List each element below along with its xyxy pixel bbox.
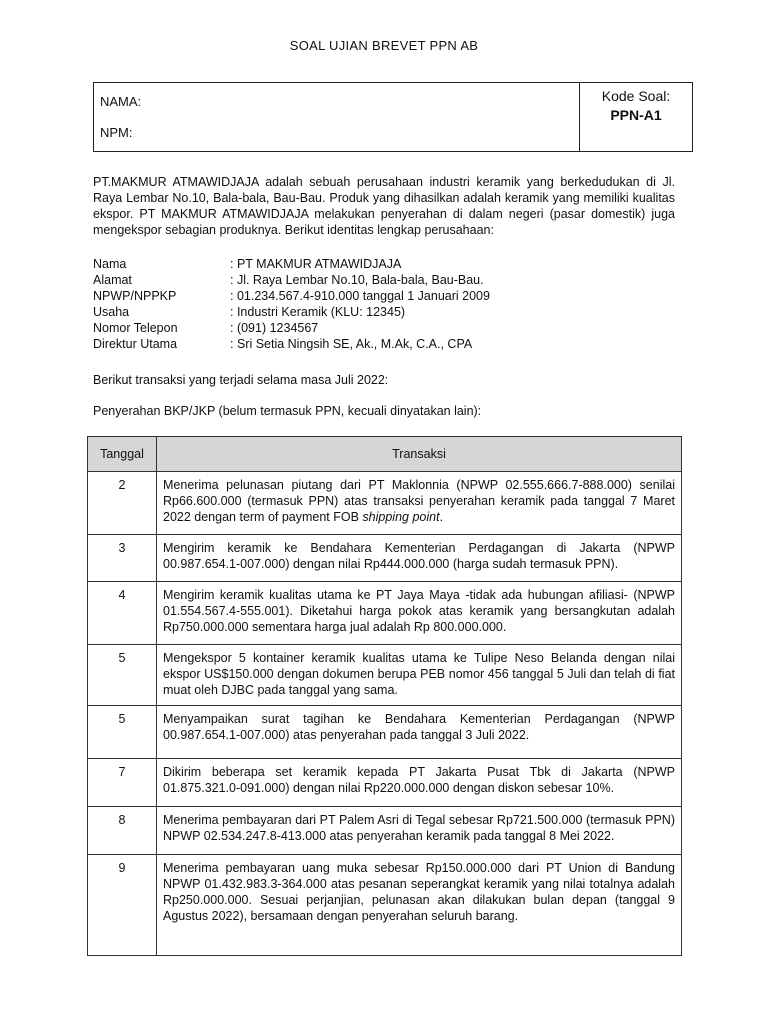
header-tanggal: Tanggal [88, 437, 157, 472]
table-row [88, 645, 682, 706]
row-transaction: Mengirim keramik kualitas utama ke PT Jaya Maya -tidak ada hubungan afiliasi- (NPWP 01.554.567.4-555.001). Diketahui harga pokok atas keramik yang bersangkutan adalah Rp750.000.000 sementara harga jual adalah Rp 800.000.000. [157, 582, 682, 645]
row-date: 9 [88, 855, 157, 956]
table-row [88, 582, 682, 645]
identity-key: Usaha [93, 305, 130, 319]
identity-row [93, 288, 693, 304]
transaction-table [87, 436, 682, 956]
table-header-row [88, 437, 682, 472]
table-row [88, 706, 682, 759]
table-row [88, 472, 682, 535]
identity-value: : (091) 1234567 [230, 321, 319, 335]
identity-value: : Sri Setia Ningsih SE, Ak., M.Ak, C.A., CPA [230, 337, 473, 351]
table-row [88, 807, 682, 855]
identity-key: NPWP/NPPKP [93, 289, 177, 303]
npm-label: NPM: [100, 125, 133, 140]
document-title: SOAL UJIAN BREVET PPN AB [289, 38, 479, 53]
row-transaction: Mengekspor 5 kontainer keramik kualitas utama ke Tulipe Neso Belanda dengan nilai ekspor US$150.000 dengan dokumen berupa PEB nomor 456 tanggal 5 Juli dan telah di fiat muat oleh DJBC pada tanggal yang sama. [157, 645, 682, 706]
row-date: 2 [88, 472, 157, 535]
identity-key: Nomor Telepon [93, 321, 178, 335]
identity-value: : PT MAKMUR ATMAWIDJAJA [230, 257, 402, 271]
identity-key: Direktur Utama [93, 337, 178, 351]
company-identity [93, 256, 693, 352]
row-transaction [157, 472, 682, 535]
row-text: Menerima pelunasan piutang dari PT Maklonnia (NPWP 02.555.666.7-888.000) senilai Rp66.600.000 (termasuk PPN) atas transaksi penyerahan keramik pada tanggal 7 Maret 2022 dengan term of payment FOB [163, 478, 675, 524]
identity-key: Alamat [93, 273, 132, 287]
row-date: 7 [88, 759, 157, 807]
row-transaction: Dikirim beberapa set keramik kepada PT Jakarta Pusat Tbk di Jakarta (NPWP 01.875.321.0-091.000) dengan nilai Rp220.000.000 dengan diskon sebesar 10%. [157, 759, 682, 807]
name-npm-cell [94, 83, 580, 151]
row-italic-term: shipping point [362, 510, 440, 524]
identity-value: : Jl. Raya Lembar No.10, Bala-bala, Bau-Bau. [230, 273, 484, 287]
row-date: 3 [88, 535, 157, 582]
period-note: Berikut transaksi yang terjadi selama masa Juli 2022: [93, 373, 389, 387]
identity-row [93, 336, 693, 352]
nama-label: NAMA: [100, 94, 142, 109]
row-transaction: Mengirim keramik ke Bendahara Kementerian Perdagangan di Jakarta (NPWP 00.987.654.1-007.000) dengan nilai Rp444.000.000 (harga sudah termasuk PPN). [157, 535, 682, 582]
identity-value: : Industri Keramik (KLU: 12345) [230, 305, 406, 319]
delivery-note: Penyerahan BKP/JKP (belum termasuk PPN, kecuali dinyatakan lain): [93, 404, 482, 418]
identity-key: Nama [93, 257, 127, 271]
row-text-tail: . [439, 510, 444, 524]
row-date: 8 [88, 807, 157, 855]
table-row [88, 855, 682, 956]
row-date: 4 [88, 582, 157, 645]
kode-soal-cell [580, 83, 692, 151]
row-transaction: Menyampaikan surat tagihan ke Bendahara Kementerian Perdagangan (NPWP 00.987.654.1-007.000) atas penyerahan pada tanggal 3 Juli 2022. [157, 706, 682, 759]
table-row [88, 535, 682, 582]
identity-row [93, 304, 693, 320]
row-date: 5 [88, 706, 157, 759]
identity-row [93, 256, 693, 272]
intro-paragraph: PT.MAKMUR ATMAWIDJAJA adalah sebuah perusahaan industri keramik yang berkedudukan di Jl. Raya Lembar No.10, Bala-bala, Bau-Bau. Produk yang dihasilkan adalah keramik yang memiliki kualitas ekspor. PT MAKMUR ATMAWIDJAJA melakukan penyerahan di dalam negeri (pasar domestik) juga mengekspor sebagian produknya. Berikut identitas lengkap perusahaan: [93, 175, 675, 237]
identity-row [93, 272, 693, 288]
header-transaksi: Transaksi [157, 437, 682, 472]
kode-soal-value: PPN-A1 [610, 107, 662, 123]
row-date: 5 [88, 645, 157, 706]
identity-value: : 01.234.567.4-910.000 tanggal 1 Januari 2009 [230, 289, 490, 303]
table-row [88, 759, 682, 807]
kode-soal-label: Kode Soal: [601, 88, 671, 104]
row-transaction: Menerima pembayaran uang muka sebesar Rp150.000.000 dari PT Union di Bandung NPWP 01.432.983.3-364.000 atas pesanan seperangkat keramik yang nilai totalnya adalah Rp250.000.000. Sesuai perjanjian, pelunasan akan dilakukan bulan depan (tanggal 9 Agustus 2022), bersamaan dengan penyerahan seluruh barang. [157, 855, 682, 956]
identity-box [93, 82, 693, 152]
identity-row [93, 320, 693, 336]
row-transaction: Menerima pembayaran dari PT Palem Asri di Tegal sebesar Rp721.500.000 (termasuk PPN) NPWP 02.534.247.8-413.000 atas penyerahan keramik pada tanggal 8 Mei 2022. [157, 807, 682, 855]
